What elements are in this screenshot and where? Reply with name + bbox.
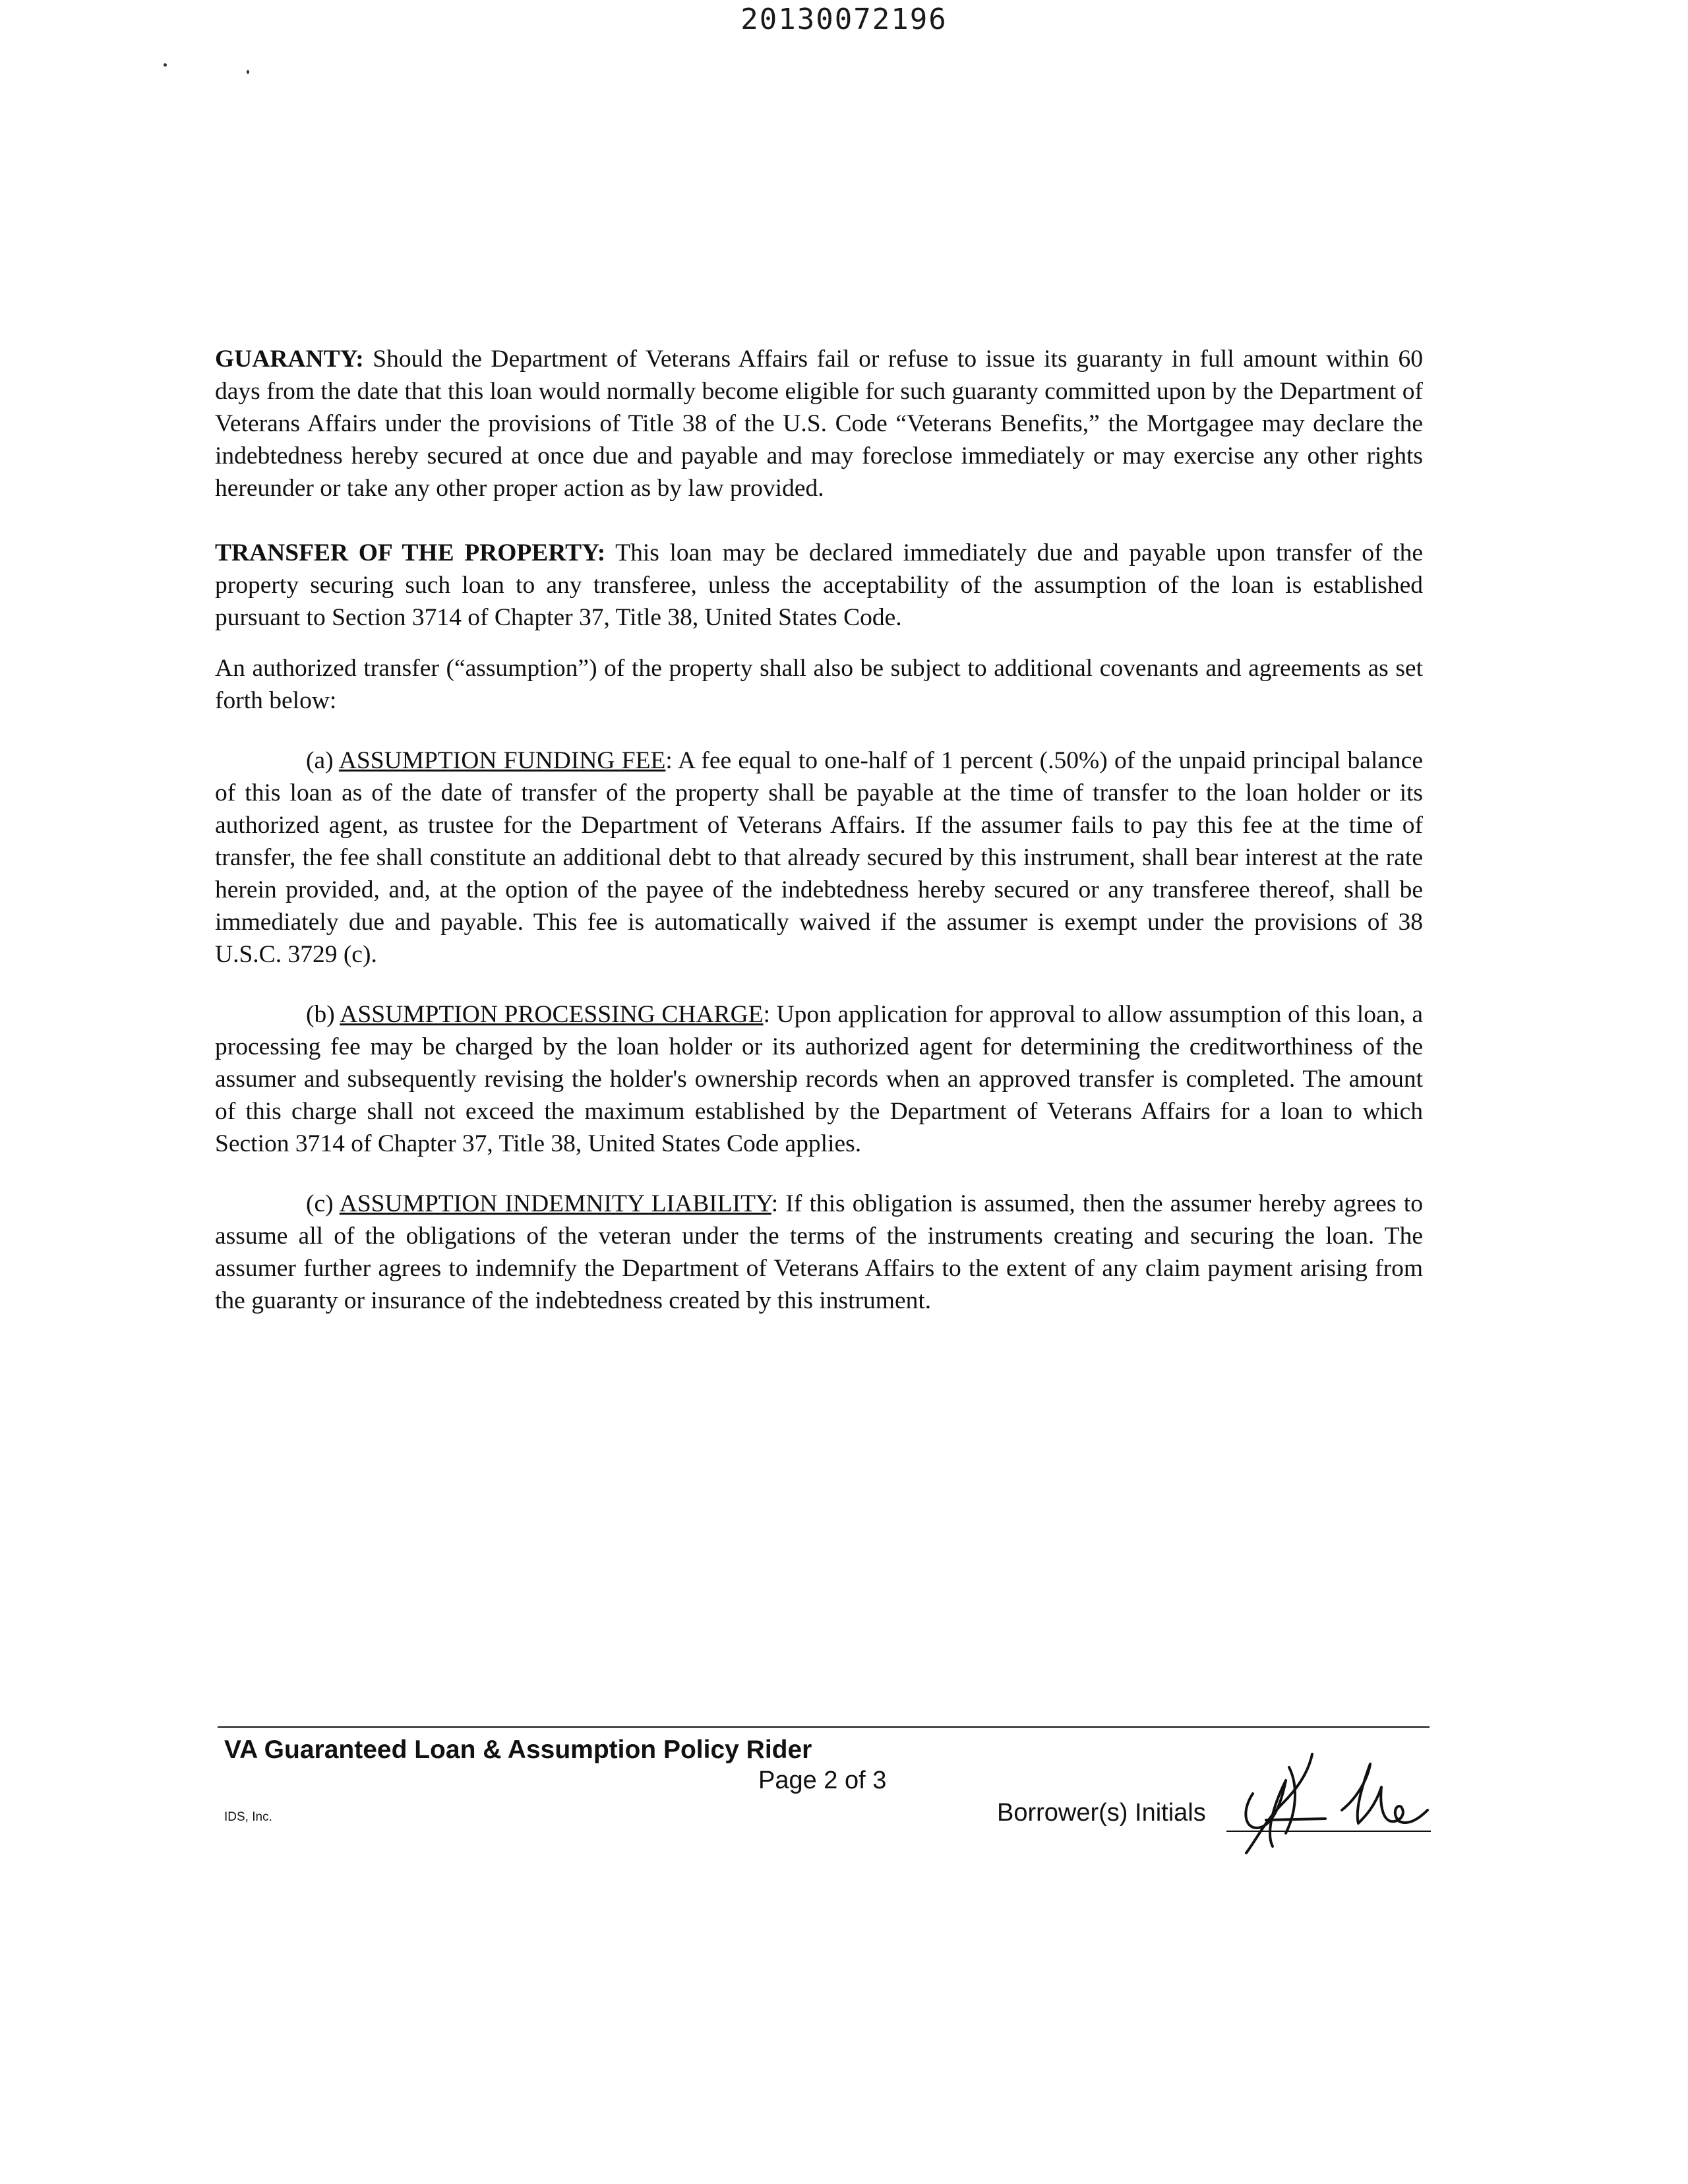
footer-form-title: VA Guaranteed Loan & Assumption Policy Rider [224,1736,812,1764]
footer-divider [218,1726,1430,1728]
item-b-prefix: (b) [306,1001,340,1028]
authorized-transfer-paragraph: An authorized transfer (“assumption”) of the property shall also be subject to additional covenants and agreements as set forth below: [215,655,1423,714]
item-b-text: : Upon application for approval to allow assumption of this loan, a processing fee may be charged by the loan holder or its authorized agent for determining the creditworthiness of the assumer and subsequently revising the holder's ownership records when an approved transfer is completed. The amount of this charge shall not exceed the maximum established by the Department of Veterans Affairs for a loan to which Section 3714 of Chapter 37, Title 38, United States Code applies. [215,1001,1423,1157]
transfer-paragraph [215,537,1423,634]
rider-body [215,343,1423,1317]
assumption-processing-charge-paragraph [215,998,1423,1160]
page-number: Page 2 of 3 [758,1767,887,1794]
borrower-initials-label: Borrower(s) Initials [997,1799,1206,1827]
item-c-text: : If this obligation is assumed, then the assumer hereby agrees to assume all of the obligations of the veteran under the terms of the instruments creating and securing the loan. The assumer further agrees to indemnify the Department of Veterans Affairs to the extent of any claim payment arising from the guaranty or insurance of the indebtedness created by this instrument. [215,1190,1423,1314]
guaranty-paragraph [215,343,1423,504]
scan-speck [164,63,167,67]
item-a-prefix: (a) [306,747,339,774]
item-b-title: ASSUMPTION PROCESSING CHARGE [340,1001,764,1028]
item-c-prefix: (c) [306,1190,340,1217]
guaranty-text: Should the Department of Veterans Affairs fail or refuse to issue its guaranty in full amount within 60 days from the date that this loan would normally become eligible for such guaranty committed upon by the Department of Veterans Affairs under the provisions of Title 38 of the U.S. Code “Veterans Benefits,” the Mortgagee may declare the indebtedness hereby secured at once due and payable and may foreclose immediately or may exercise any other rights hereunder or take any other proper action as by law provided. [215,346,1423,502]
transfer-heading: TRANSFER OF THE PROPERTY: [215,539,606,566]
guaranty-heading: GUARANTY: [215,346,364,373]
item-c-title: ASSUMPTION INDEMNITY LIABILITY [339,1190,771,1217]
assumption-funding-fee-paragraph [215,744,1423,971]
document-number: 20130072196 [740,3,948,36]
transfer-text: This loan may be declared immediately due and payable upon transfer of the property securing such loan to any transferee, unless the acceptability of the assumption of the loan is established pursuant to Section 3714 of Chapter 37, Title 38, United States Code. [215,539,1423,631]
assumption-indemnity-liability-paragraph [215,1188,1423,1317]
item-a-text: : A fee equal to one-half of 1 percent (.50%) of the unpaid principal balance of this loan as of the date of transfer of the property shall be payable at the time of transfer to the loan holder or its authorized agent, as trustee for the Department of Veterans Affairs. If the assumer fails to pay this fee at the time of transfer, the fee shall constitute an additional debt to that already secured by this instrument, shall bear interest at the rate herein provided, and, at the option of the payee of the indebtedness hereby secured or any transferee thereof, shall be immediately due and payable. This fee is automatically waived if the assumer is exempt under the provisions of 38 U.S.C. 3729 (c). [215,747,1423,968]
vendor-label: IDS, Inc. [224,1810,272,1824]
borrower-initials-signature [1226,1741,1437,1860]
scan-speck [247,70,249,74]
item-a-title: ASSUMPTION FUNDING FEE [338,747,666,774]
